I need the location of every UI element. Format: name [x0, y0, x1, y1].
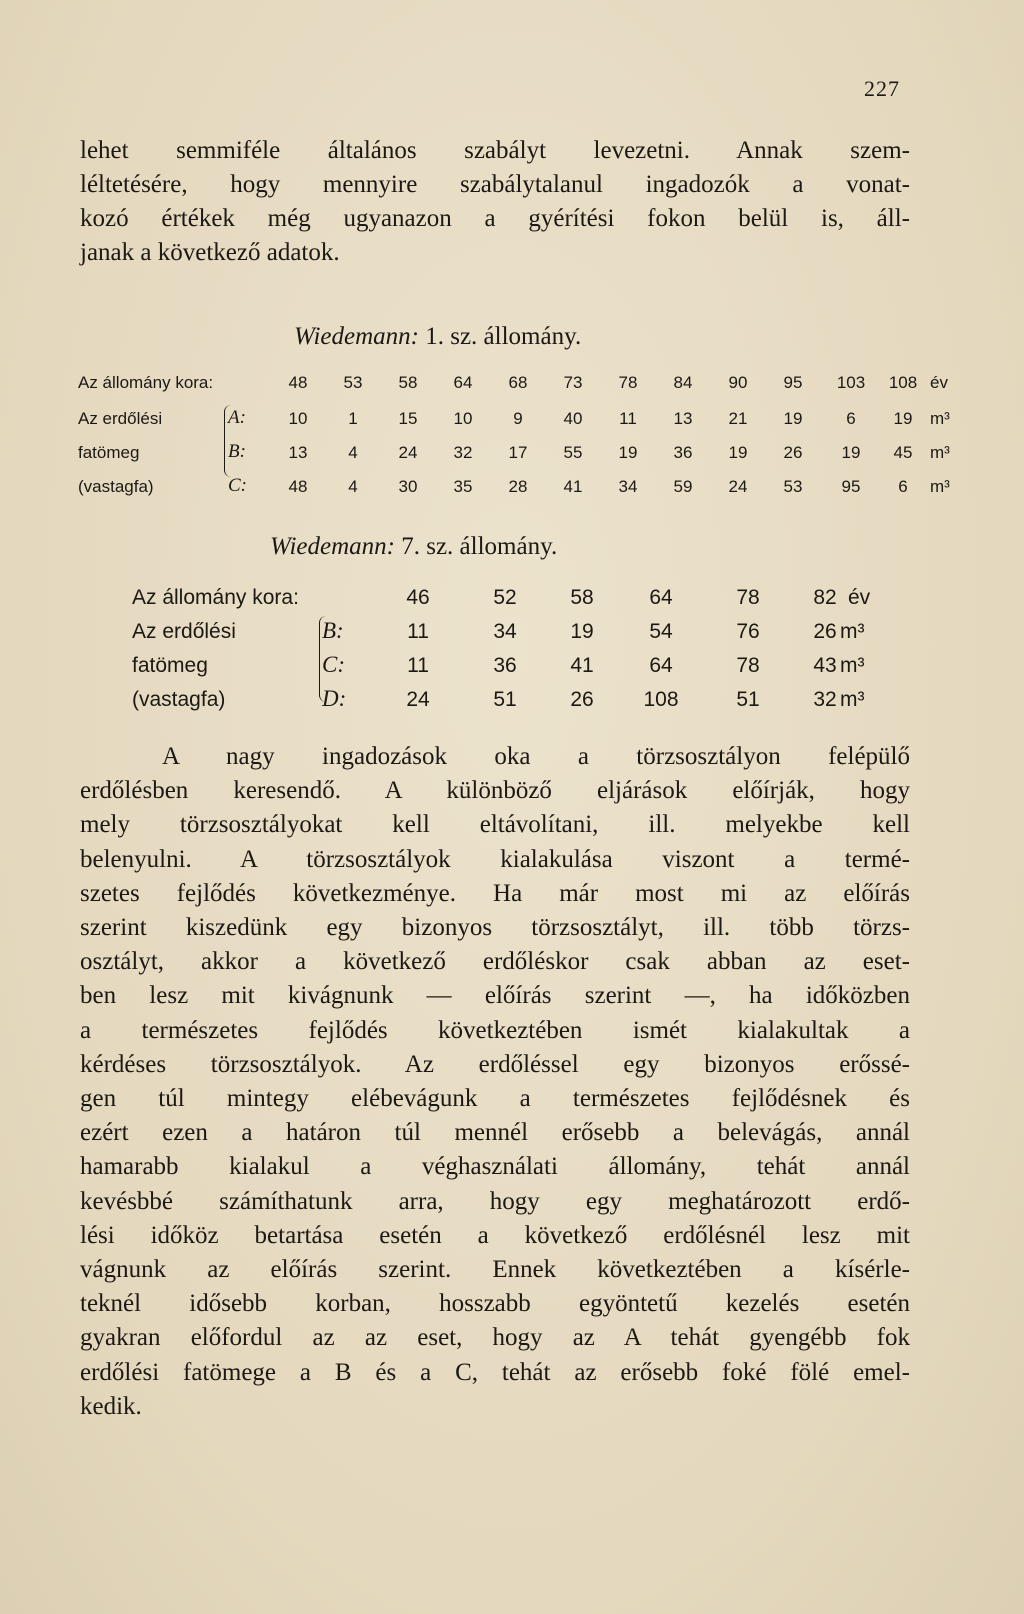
body-line: osztályt, akkor a következő erdőléskor csak abban az eset- — [80, 948, 910, 976]
table1-unit: m³ — [930, 443, 950, 462]
table1-cell: 30 — [398, 477, 418, 496]
body-line: kedik. — [80, 1392, 142, 1420]
table1-caption — [294, 323, 581, 351]
table2-unit: m³ — [840, 688, 865, 711]
table2-cell: 11 — [407, 654, 429, 677]
body-line: gen túl mintegy elébevágunk a természetes fejlődésnek és — [80, 1085, 910, 1113]
table1-age: 90 — [728, 373, 748, 392]
body-line: szetes fejlődés következménye. Ha már most mi az előírás — [80, 879, 910, 907]
table2-age: 82 — [813, 586, 837, 609]
body-line: mely törzsosztályokat kell eltávolítani, ill. melyekbe kell — [80, 811, 910, 839]
table2-cell: 41 — [570, 654, 594, 677]
table1-cell: 53 — [783, 477, 803, 496]
table1-label-line1: Az erdőlési — [78, 409, 163, 428]
table1-cell: 36 — [673, 443, 693, 462]
table2-cell: 108 — [643, 688, 679, 711]
table1-age: 73 — [563, 373, 583, 392]
table1-cell: 34 — [618, 477, 638, 496]
body-paragraph — [80, 740, 910, 1424]
table1-cell: 26 — [783, 443, 803, 462]
table1-cell: 10 — [453, 409, 473, 428]
table2-cell: 76 — [736, 620, 760, 643]
table1-cell: 4 — [348, 477, 358, 496]
table1-age: 78 — [618, 373, 638, 392]
table1-cell: 1 — [348, 409, 358, 428]
table1-cell: 6 — [898, 477, 908, 496]
table2-var: C: — [322, 652, 345, 677]
table1-age: 53 — [343, 373, 363, 392]
table1-cell: 19 — [783, 409, 803, 428]
table1-unit: m³ — [930, 409, 950, 428]
table1-cell: 13 — [288, 443, 308, 462]
table1-cell: 19 — [893, 409, 913, 428]
table1-age: 58 — [398, 373, 418, 392]
table2-age: 52 — [493, 586, 517, 609]
intro-line: lehet semmiféle általános szabályt levezetni. Annak szem- — [80, 137, 910, 164]
table1-age: 95 — [783, 373, 803, 392]
table1-cell: 6 — [846, 409, 856, 428]
table2-age: 46 — [406, 586, 430, 609]
table2-age: 78 — [736, 586, 760, 609]
table2-cell: 26 — [813, 620, 837, 643]
table1-var: A: — [228, 407, 246, 428]
table1-age: 48 — [288, 373, 308, 392]
table1-label-line2: fatömeg — [78, 443, 140, 462]
table1-cell: 13 — [673, 409, 693, 428]
body-line: gyakran előfordul az az eset, hogy az A tehát gyengébb fok — [80, 1324, 910, 1352]
table1-label-line3: (vastagfa) — [78, 477, 154, 496]
table1-cell: 11 — [619, 409, 637, 428]
table2-cell: 19 — [570, 620, 594, 643]
body-line: kevésbbé számíthatunk arra, hogy egy meghatározott erdő- — [80, 1187, 910, 1215]
table1-cell: 15 — [398, 409, 418, 428]
table2-age-label: Az állomány kora: — [132, 586, 299, 609]
table1-cell: 17 — [508, 443, 528, 462]
body-line: hamarabb kialakul a véghasználati állomány, tehát annál — [80, 1153, 910, 1181]
body-line: belenyulni. A törzsosztályok kialakulása viszont a termé- — [80, 845, 910, 873]
table1-age-unit: év — [930, 373, 948, 392]
table1-age: 108 — [888, 373, 918, 392]
table1-cell: 10 — [288, 409, 308, 428]
table1-unit: m³ — [930, 477, 950, 496]
intro-line: léltetésére, hogy mennyire szabálytalanul ingadozók a vonat- — [80, 171, 910, 198]
table1-cell: 28 — [508, 477, 528, 496]
table1-age: 84 — [673, 373, 693, 392]
body-line: szerint kiszedünk egy bizonyos törzsosztályt, ill. több törzs- — [80, 914, 910, 942]
body-line: ezért ezen a határon túl mennél erősebb a belevágás, annál — [80, 1119, 910, 1147]
body-line: kérdéses törzsosztályok. Az erdőléssel egy bizonyos erőssé- — [80, 1050, 910, 1078]
table1-age-label: Az állomány kora: — [78, 373, 214, 392]
table2-cell: 34 — [493, 620, 517, 643]
table2-caption — [270, 533, 557, 561]
table2-cell: 36 — [493, 654, 517, 677]
table1-caption-name: Wiedemann: — [294, 323, 419, 350]
table2-cell: 43 — [813, 654, 837, 677]
table2-var: D: — [322, 686, 347, 711]
table2-caption-rest: 7. sz. állomány. — [401, 533, 558, 560]
body-line: a természetes fejlődés következtében ismét kialakultak a — [80, 1016, 910, 1044]
body-line: lési időköz betartása esetén a következő erdőlésnél lesz mit — [80, 1221, 910, 1249]
table2-unit: m³ — [840, 654, 865, 677]
table1-age: 103 — [836, 373, 866, 392]
table2-cell: 51 — [736, 688, 760, 711]
table1-cell: 32 — [453, 443, 473, 462]
body-line: A nagy ingadozások oka a törzsosztályon felépülő — [162, 743, 910, 770]
table2-label-line3: (vastagfa) — [132, 688, 226, 711]
intro-line: janak a következő adatok. — [80, 239, 340, 266]
table2-cell: 54 — [649, 620, 673, 643]
intro-paragraph — [80, 134, 910, 270]
table1-cell: 45 — [893, 443, 913, 462]
table1-cell: 95 — [841, 477, 861, 496]
page-number: 227 — [864, 76, 900, 101]
intro-line: kozó értékek még ugyanazon a gyérítési fokon belül is, áll- — [80, 205, 910, 232]
table1-cell: 19 — [618, 443, 638, 462]
table1-cell: 41 — [563, 477, 583, 496]
body-line: erdőlésben keresendő. A különböző eljárások előírják, hogy — [80, 777, 910, 805]
table1-age: 68 — [508, 373, 528, 392]
table1-cell: 55 — [563, 443, 583, 462]
table2-cell: 11 — [407, 620, 429, 643]
table1-var: B: — [228, 441, 246, 462]
table2-cell: 51 — [493, 688, 517, 711]
table2-unit: m³ — [840, 620, 865, 643]
table2-age: 64 — [649, 586, 673, 609]
body-line: vágnunk az előírás szerint. Ennek következtében a kísérle- — [80, 1256, 910, 1284]
table2-label-line1: Az erdőlési — [132, 620, 236, 643]
table1-cell: 24 — [728, 477, 748, 496]
body-line: ben lesz mit kivágnunk — előírás szerint —, ha időközben — [80, 982, 910, 1010]
table2-cell: 32 — [813, 688, 837, 711]
table2-age-unit: év — [848, 586, 871, 609]
table1-cell: 19 — [841, 443, 861, 462]
table2-caption-name: Wiedemann: — [270, 533, 395, 560]
table1-cell: 59 — [673, 477, 693, 496]
table1-var: C: — [228, 475, 247, 496]
table1-cell: 4 — [348, 443, 358, 462]
table1-cell: 48 — [288, 477, 308, 496]
table1-cell: 40 — [563, 409, 583, 428]
table1-cell: 24 — [398, 443, 418, 462]
table2-label-line2: fatömeg — [132, 654, 208, 677]
table1-cell: 35 — [453, 477, 473, 496]
table1-cell: 21 — [728, 409, 748, 428]
table2-cell: 24 — [406, 688, 430, 711]
table1-age: 64 — [453, 373, 473, 392]
table2-age: 58 — [570, 586, 594, 609]
table1-cell: 9 — [513, 409, 523, 428]
table1-cell: 19 — [728, 443, 748, 462]
table2-var: B: — [322, 618, 344, 643]
table2-cell: 64 — [649, 654, 673, 677]
table2-cell: 26 — [570, 688, 594, 711]
table2-cell: 78 — [736, 654, 760, 677]
table1-caption-rest: 1. sz. állomány. — [425, 323, 582, 350]
body-line: erdőlési fatömege a B és a C, tehát az erősebb foké fölé emel- — [80, 1358, 910, 1386]
body-line: teknél idősebb korban, hosszabb egyöntetű kezelés esetén — [80, 1290, 910, 1318]
